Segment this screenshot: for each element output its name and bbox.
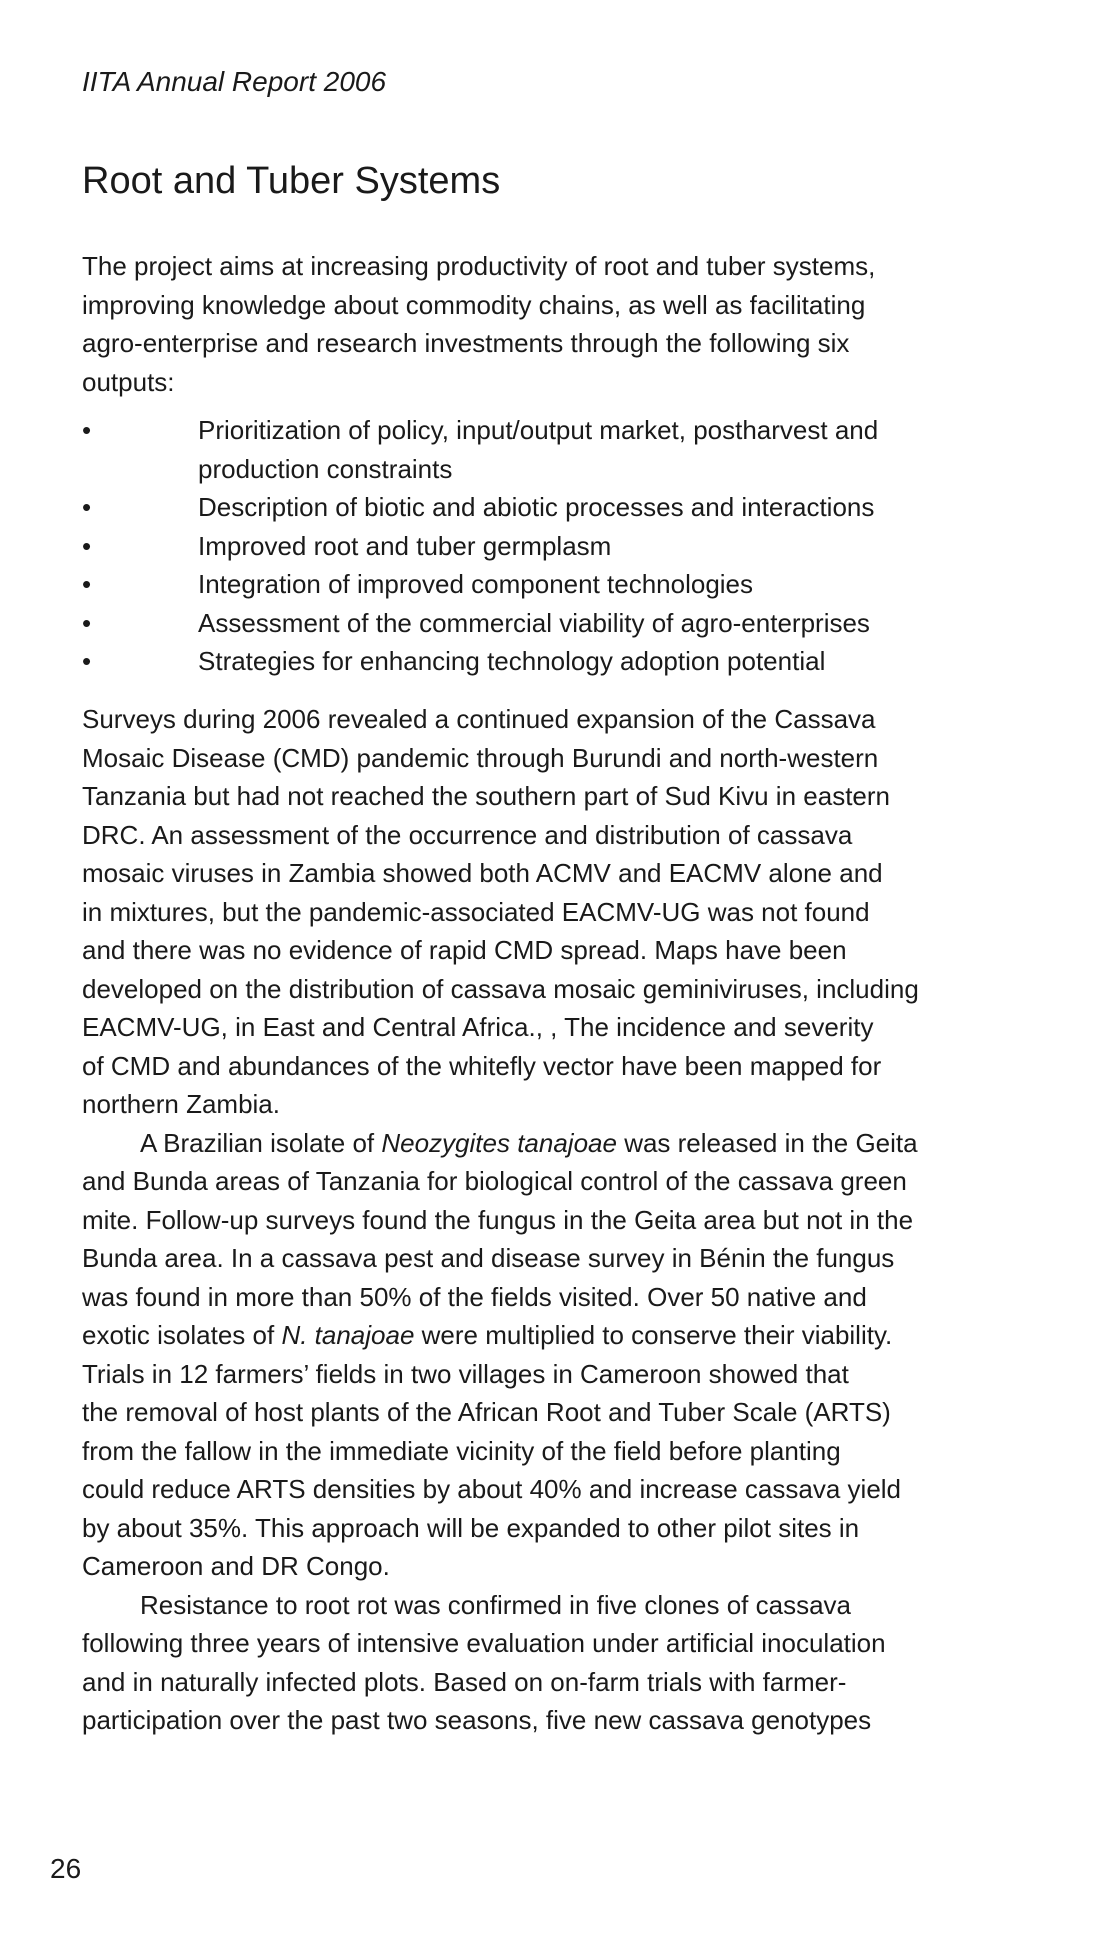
text-line: outputs: (82, 366, 175, 397)
text-line (82, 1124, 1042, 1163)
text-line: developed on the distribution of cassava mosaic geminiviruses, including (82, 973, 919, 1004)
text-line: and there was no evidence of rapid CMD spread. Maps have been (82, 935, 847, 965)
text-line: Trials in 12 farmers’ fields in two villages in Cameroon showed that (82, 1358, 849, 1389)
list-item-text: Improved root and tuber germplasm (198, 530, 612, 561)
text-line: The project aims at increasing productivity of root and tuber systems, (82, 251, 876, 281)
list-item (82, 604, 1042, 643)
bullet-icon: • (82, 607, 92, 638)
text-line: DRC. An assessment of the occurrence and distribution of cassava (82, 819, 853, 850)
list-item-text: Integration of improved component technologies (198, 569, 754, 599)
text-line: the removal of host plants of the African Root and Tuber Scale (ARTS) (82, 1397, 891, 1427)
list-item (82, 565, 1042, 604)
text-line: participation over the past two seasons, five new cassava genotypes (82, 1705, 872, 1735)
list-item (82, 411, 1042, 488)
text-line: of CMD and abundances of the whitefly vector have been mapped for (82, 1050, 882, 1081)
text-line: following three years of intensive evaluation under artificial inoculation (82, 1628, 886, 1658)
bullet-icon: • (82, 530, 92, 561)
text-line: mosaic viruses in Zambia showed both ACMV and EACMV alone and (82, 858, 883, 888)
text-line: EACMV-UG, in East and Central Africa., , The incidence and severity (82, 1012, 874, 1042)
text-line: Resistance to root rot was confirmed in five clones of cassava (140, 1589, 851, 1620)
list-item (82, 642, 1042, 681)
text-run: A Brazilian isolate of (140, 1127, 382, 1158)
text-line: by about 35%. This approach will be expanded to other pilot sites in (82, 1512, 860, 1543)
section-title: Root and Tuber Systems (82, 160, 501, 202)
text-line: in mixtures, but the pandemic-associated EACMV-UG was not found (82, 896, 870, 927)
list-item-text: Description of biotic and abiotic processes and interactions (198, 492, 875, 522)
list-item-text: Strategies for enhancing technology adoption potential (198, 646, 826, 676)
list-item-text: Prioritization of policy, input/output market, postharvest and (198, 415, 879, 445)
bullet-icon: • (82, 646, 92, 676)
bullet-icon: • (82, 569, 92, 599)
running-header: IITA Annual Report 2006 (82, 66, 387, 97)
text-line: agro-enterprise and research investments through the following six (82, 328, 850, 358)
text-line: from the fallow in the immediate vicinity of the field before planting (82, 1435, 841, 1466)
text-line: and Bunda areas of Tanzania for biological control of the cassava green (82, 1166, 907, 1196)
intro-paragraph (82, 247, 1042, 401)
species-name: N. tanajoae (281, 1320, 415, 1350)
text-run: was released in the Geita (616, 1127, 918, 1158)
bullet-icon: • (82, 492, 92, 522)
list-item-text: production constraints (198, 453, 453, 484)
text-line: Surveys during 2006 revealed a continued expansion of the Cassava (82, 704, 876, 734)
text-line: northern Zambia. (82, 1089, 280, 1119)
text-run: were multiplied to conserve their viability. (414, 1320, 893, 1350)
text-line (82, 1316, 1042, 1355)
list-item (82, 488, 1042, 527)
main-body (82, 700, 1042, 1740)
text-line: and in naturally infected plots. Based on on-farm trials with farmer- (82, 1666, 847, 1697)
text-line: Bunda area. In a cassava pest and disease survey in Bénin the fungus (82, 1243, 895, 1273)
text-line: Mosaic Disease (CMD) pandemic through Burundi and north-western (82, 742, 879, 773)
outputs-bullet-list (82, 411, 1042, 681)
text-line: Tanzania but had not reached the southern part of Sud Kivu in eastern (82, 781, 890, 811)
text-run: exotic isolates of (82, 1320, 282, 1350)
species-name: Neozygites tanajoae (381, 1127, 617, 1158)
bullet-icon: • (82, 415, 92, 445)
list-item (82, 527, 1042, 566)
page-number: 26 (50, 1853, 82, 1884)
text-line: could reduce ARTS densities by about 40% and increase cassava yield (82, 1474, 902, 1504)
list-item-text: Assessment of the commercial viability of agro-enterprises (198, 607, 870, 638)
text-line: improving knowledge about commodity chains, as well as facilitating (82, 289, 866, 320)
text-line: mite. Follow-up surveys found the fungus in the Geita area but not in the (82, 1204, 914, 1235)
text-line: Cameroon and DR Congo. (82, 1551, 390, 1581)
text-line: was found in more than 50% of the fields visited. Over 50 native and (82, 1281, 867, 1312)
